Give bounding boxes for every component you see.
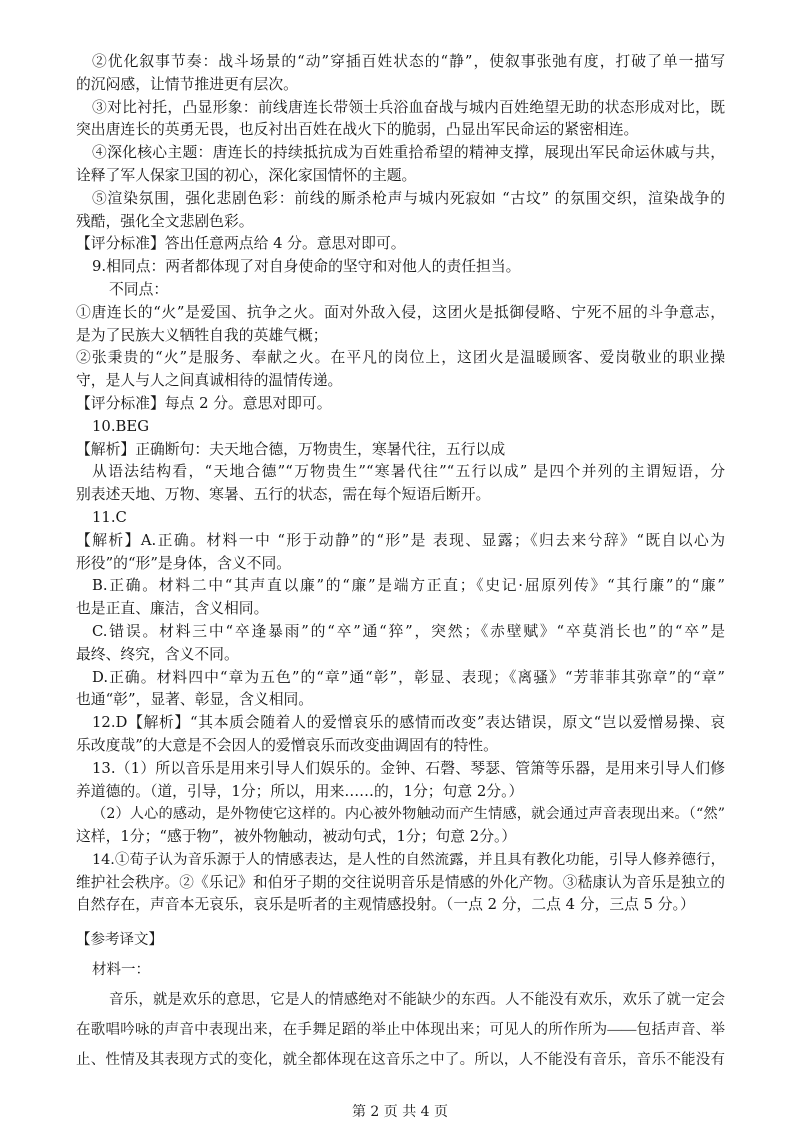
q13-part-line: 养道德的。（道，引导，1分；所以，用来……的，1分；句意 2分。） [76, 782, 524, 800]
q12-answer [76, 712, 725, 758]
q14-answer-line: 维护社会秩序。②《乐记》和伯牙子期的交往说明音乐是情感的外化产物。③嵇康认为音乐是独立的 [76, 873, 725, 891]
q11-option [76, 621, 725, 667]
q11-option [76, 530, 725, 576]
q8-point [76, 142, 725, 188]
q9-difference-line: ②张秉贵的“火”是服务、奉献之火。在平凡的岗位上，这团火是温暖顾客、爱岗敬业的职业操 [76, 349, 725, 367]
q13-part-2 [76, 803, 725, 849]
q8-point-line: 残酷，强化全文悲剧色彩。 [76, 212, 254, 230]
q8-point [76, 97, 725, 143]
q11-option-line: 最终、终究，含义不同。 [76, 645, 239, 663]
q14-answer-line: 14.①荀子认为音乐源于人的情感表达，是人性的自然流露，并且具有教化功能，引导人修养德行， [92, 851, 725, 868]
answer-section [76, 51, 725, 917]
q11-option-line: 也通“彰”，显著、彰显，含义相同。 [76, 691, 314, 709]
q8-point-line: 的沉闷感，让情节推进更有层次。 [76, 75, 298, 93]
q11-answer: 11.C [92, 508, 127, 526]
q14-answer-line: 自然存在，声音本无哀乐，哀乐是听者的主观情感投射。（一点 2 分，二点 4 分，三点 5 分。） [76, 896, 695, 914]
q9-difference-line: 是为了民族大义牺牲自我的英雄气概； [76, 326, 328, 344]
q9-difference [76, 302, 725, 348]
translation-heading: 【参考译文】 [76, 932, 163, 948]
q11-option-line: 【解析】A.正确。材料一中 “形于动静”的“形”是 表现、显露；《归去来兮辞》“既自以心为 [76, 531, 725, 549]
q11-option-line: 形役”的“形”是身体，含义不同。 [76, 554, 292, 572]
q13-part-1 [76, 758, 725, 804]
q11-option [76, 575, 725, 621]
q11-option-line: D.正确。材料四中“章为五色”的“章”通“彰”，彰显、表现；《离骚》“芳菲菲其弥章”的“章” [92, 668, 725, 686]
q8-point-line: 诠释了军人保家卫国的初心，深化家国情怀的主题。 [76, 166, 417, 184]
q13-part-line: 这样，1分；“感于物”，被外物触动，被动句式，1分；句意 2分。） [76, 828, 517, 846]
q10-explanation-line: 从语法结构看，“天地合德”“万物贵生”“寒暑代往”“五行以成” 是四个并列的主谓短语，分 [92, 463, 725, 481]
q8-point [76, 51, 725, 97]
q11-option [76, 667, 725, 713]
translation-line: 音乐，就是欢乐的意思，它是人的情感绝对不能缺少的东西。人不能没有欢乐，欢乐了就一定会 [109, 992, 725, 1008]
q9-scoring: 【评分标准】每点 2 分。意思对即可。 [76, 394, 332, 412]
q11-option-line: 也是正直、廉洁，含义相同。 [76, 600, 269, 618]
q8-point-line: ⑤渲染氛围，强化悲剧色彩：前线的厮杀枪声与城内死寂如 “古坟” 的氛围交织，渲染战争的 [92, 189, 725, 207]
q14-answer [76, 849, 725, 917]
q8-point-line: ④深化核心主题：唐连长的持续抵抗成为百姓重拾希望的精神支撑，展现出军民命运休戚与共， [92, 144, 725, 162]
q8-point-line: 突出唐连长的英勇无畏，也反衬出百姓在战火下的脆弱，凸显出军民命运的紧密相连。 [76, 121, 639, 139]
q10-analysis: 【解析】正确断句：夫天地合德，万物贵生，寒暑代往，五行以成 [76, 440, 506, 458]
q12-answer-line: 12.D【解析】“其本质会随着人的爱憎哀乐的感情而改变”表达错误，原文“岂以爱憎易操、哀 [92, 714, 725, 732]
q9-difference-line: ①唐连长的“火”是爱国、抗争之火。面对外敌入侵，这团火是抵御侵略、宁死不屈的斗争意志， [76, 303, 725, 321]
q10-answer: 10.BEG [92, 417, 150, 435]
q9-difference-heading: 不同点： [109, 280, 169, 298]
q10-explanation [76, 461, 725, 507]
reference-translation [76, 925, 725, 1075]
translation-material-label: 材料一： [92, 962, 150, 978]
q11-option-line: B.正确。材料二中“其声直以廉”的“廉”是端方正直；《史记·屈原列传》“其行廉”的“廉” [92, 577, 725, 595]
q8-point-line: ②优化叙事节奏：战斗场景的“动”穿插百姓状态的“静”，使叙事张弛有度，打破了单一描写 [92, 53, 725, 70]
q12-answer-line: 乐改度哉”的大意是不会因人的爱憎哀乐而改变曲调固有的特性。 [76, 736, 498, 754]
q8-scoring: 【评分标准】答出任意两点给 4 分。意思对即可。 [76, 235, 406, 253]
translation-line: 在歌唱吟咏的声音中表现出来，在手舞足蹈的举止中体现出来；可见人的所作所为——包括声音、举 [76, 1022, 725, 1038]
q9-difference-line: 守，是人与人之间真诚相待的温情传递。 [76, 372, 343, 390]
page-number: 第 2 页 共 4 页 [351, 1104, 449, 1120]
q10-explanation-line: 别表述天地、万物、寒暑、五行的状态，需在每个短语后断开。 [76, 486, 491, 504]
q9-difference [76, 347, 725, 393]
q13-part-line: （2）人心的感动，是外物使它这样的。内心被外物触动而产生情感，就会通过声音表现出来。（“然” [92, 806, 725, 823]
q11-option-line: C.错误。材料三中“卒逢暴雨”的“卒”通“猝”，突然；《赤壁赋》“卒莫消长也”的“卒”是 [92, 622, 725, 640]
translation-line: 止、性情及其表现方式的变化，就全都体现在这音乐之中了。所以，人不能没有音乐，音乐不能没有 [76, 1052, 725, 1068]
q8-point-line: ③对比衬托，凸显形象：前线唐连长带领士兵浴血奋战与城内百姓绝望无助的状态形成对比，既 [92, 98, 725, 116]
q13-part-line: 13.（1）所以音乐是用来引导人们娱乐的。金钟、石磬、琴瑟、管箫等乐器，是用来引导人们修 [92, 759, 725, 777]
q8-point [76, 188, 725, 234]
q9-similarity: 9.相同点：两者都体现了对自身使命的坚守和对他人的责任担当。 [92, 258, 521, 276]
